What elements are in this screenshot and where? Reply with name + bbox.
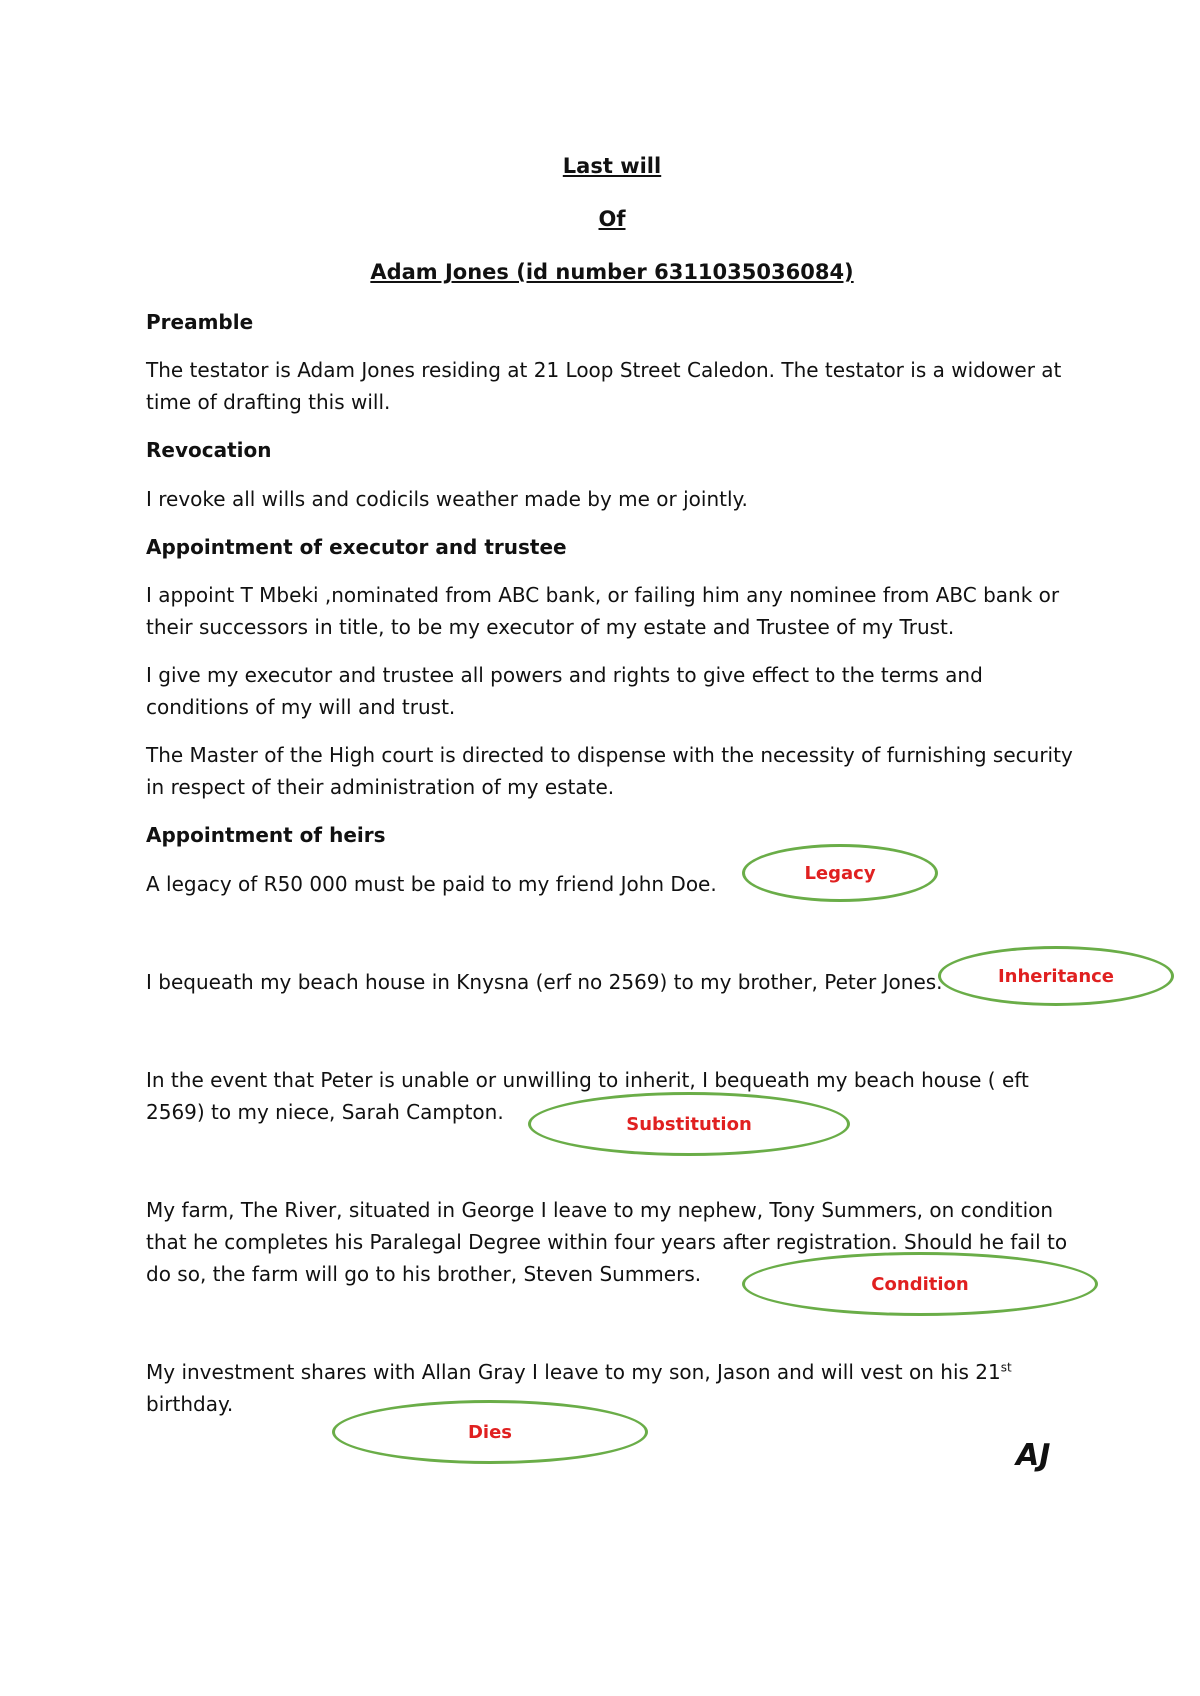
heirs-legacy-line: A legacy of R50 000 must be paid to my friend John Doe. [146, 872, 717, 896]
executor-p3-line-1: The Master of the High court is directed to dispense with the necessity of furnishing security [146, 743, 1073, 767]
heirs-farm-line-3: do so, the farm will go to his brother, Steven Summers. [146, 1262, 702, 1286]
inheritance-annotation-label: Inheritance [997, 965, 1115, 987]
dies-annotation [332, 1400, 648, 1464]
legacy-annotation [742, 844, 938, 902]
revocation-heading: Revocation [146, 438, 272, 462]
executor-p1-line-2: their successors in title, to be my executor of my estate and Trustee of my Trust. [146, 615, 955, 639]
revocation-line-1: I revoke all wills and codicils weather made by me or jointly. [146, 487, 748, 511]
heirs-farm-line-1: My farm, The River, situated in George I leave to my nephew, Tony Summers, on condition [146, 1198, 1054, 1222]
executor-p1-line-1: I appoint T Mbeki ,nominated from ABC bank, or failing him any nominee from ABC bank or [146, 583, 1060, 607]
preamble-line-2: time of drafting this will. [146, 390, 391, 414]
signature-initials: AJ [1016, 1438, 1051, 1473]
executor-p2-line-2: conditions of my will and trust. [146, 695, 456, 719]
inheritance-annotation [938, 946, 1174, 1006]
title-line-2: Of [598, 207, 626, 231]
heirs-bequeath-line: I bequeath my beach house in Knysna (erf no 2569) to my brother, Peter Jones. [146, 970, 943, 994]
heirs-shares-line-1 [146, 1356, 1012, 1388]
dies-annotation-label: Dies [467, 1421, 513, 1443]
heirs-shares-line-2: birthday. [146, 1392, 234, 1416]
executor-p2-line-1: I give my executor and trustee all powers and rights to give effect to the terms and [146, 663, 983, 687]
title-line-1: Last will [562, 154, 662, 178]
executor-heading: Appointment of executor and trustee [146, 535, 567, 559]
heirs-shares-text: My investment shares with Allan Gray I leave to my son, Jason and will vest on his 21 [146, 1360, 1001, 1384]
heirs-substitution-line-2: 2569) to my niece, Sarah Campton. [146, 1100, 504, 1124]
executor-p3-line-2: in respect of their administration of my estate. [146, 775, 615, 799]
preamble-line-1: The testator is Adam Jones residing at 21 Loop Street Caledon. The testator is a widower at [146, 358, 1062, 382]
title-line-3: Adam Jones (id number 6311035036084) [370, 260, 854, 284]
legacy-annotation-label: Legacy [804, 862, 876, 884]
substitution-annotation-label: Substitution [626, 1113, 752, 1135]
condition-annotation [742, 1252, 1098, 1316]
heirs-substitution-line-1: In the event that Peter is unable or unwilling to inherit, I bequeath my beach house ( eft [146, 1068, 1029, 1092]
substitution-annotation [528, 1092, 850, 1156]
preamble-heading: Preamble [146, 310, 254, 334]
condition-annotation-label: Condition [871, 1273, 969, 1295]
heirs-farm-line-2: that he completes his Paralegal Degree within four years after registration. Should he fail to [146, 1230, 1068, 1254]
heirs-shares-superscript: st [1000, 1360, 1012, 1375]
heirs-heading: Appointment of heirs [146, 823, 386, 847]
